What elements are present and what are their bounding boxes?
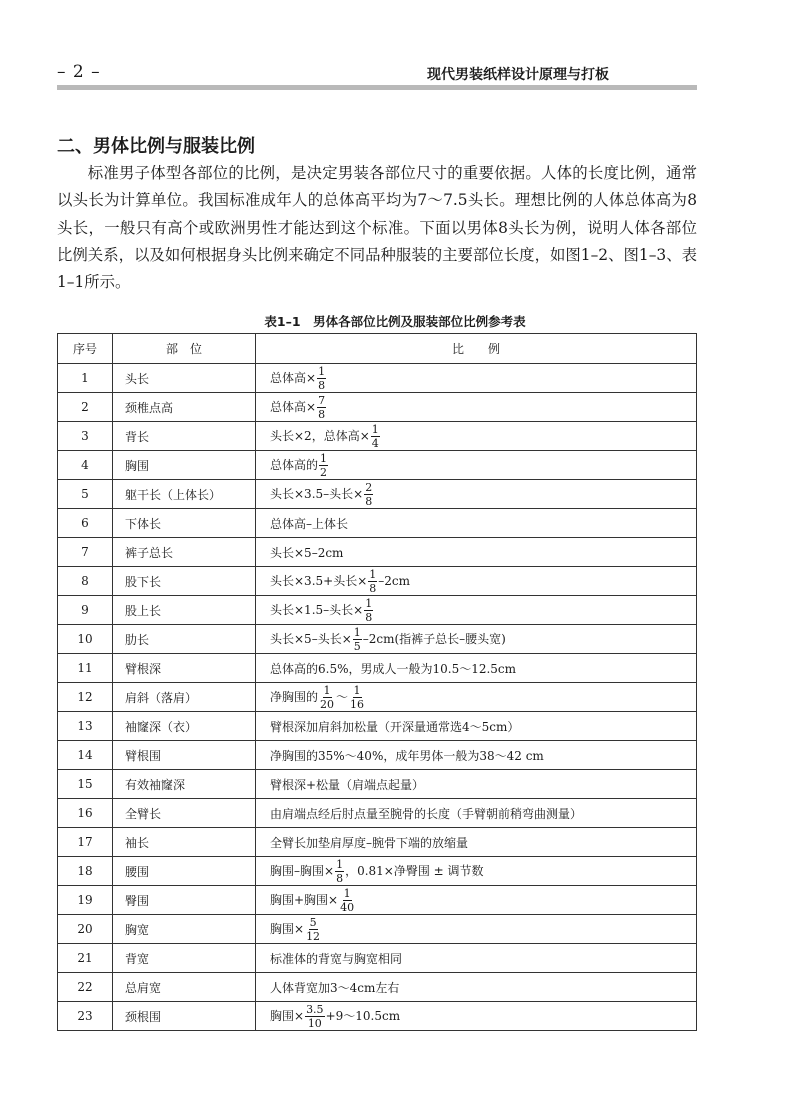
- ratio-text: 胸围×: [270, 1008, 305, 1023]
- ratio-text: 净胸围的: [270, 689, 319, 704]
- ratio-text: 全臂长加垫肩厚度–腕骨下端的放缩量: [270, 835, 469, 850]
- fraction: [335, 859, 344, 884]
- row-number: 22: [58, 973, 113, 1002]
- fraction: [305, 1004, 325, 1029]
- row-ratio: [256, 944, 697, 973]
- ratio-text: 胸围+胸围×: [270, 892, 339, 907]
- table-row: [58, 915, 697, 944]
- row-part: 颈根围: [113, 1002, 256, 1031]
- ratio-text: 头长×5–2cm: [270, 545, 344, 560]
- header-rule: [57, 85, 697, 90]
- ratio-text: 由肩端点经后肘点量至腕骨的长度（手臂朝前稍弯曲测量）: [270, 806, 583, 821]
- fraction: [368, 569, 377, 594]
- row-number: 6: [58, 509, 113, 538]
- table-caption: 表1–1 男体各部位比例及服装部位比例参考表: [264, 314, 526, 329]
- row-number: 21: [58, 944, 113, 973]
- ratio-text: –2cm(指裤子总长–腰头宽): [362, 631, 506, 646]
- row-number: 7: [58, 538, 113, 567]
- row-ratio: [256, 857, 697, 886]
- fraction: [364, 482, 373, 507]
- row-ratio: [256, 915, 697, 944]
- table-row: [58, 596, 697, 625]
- row-part: 腰围: [113, 857, 256, 886]
- row-number: 15: [58, 770, 113, 799]
- row-ratio: [256, 683, 697, 712]
- table-row: [58, 741, 697, 770]
- table-row: [58, 712, 697, 741]
- fraction-denominator: 5: [353, 639, 361, 653]
- row-part: 颈椎点高: [113, 393, 256, 422]
- table-row: [58, 973, 697, 1002]
- table-row: [58, 799, 697, 828]
- row-part: 裤子总长: [113, 538, 256, 567]
- fraction-denominator: 10: [307, 1016, 322, 1030]
- book-title: 现代男装纸样设计原理与打板: [427, 67, 609, 83]
- ratio-text: 总体高的6.5%，男成人一般为10.5～12.5cm: [270, 661, 517, 676]
- ratio-text: 胸围–胸围×: [270, 863, 335, 878]
- fraction: [317, 366, 326, 391]
- ratio-text: 头长×3.5+头长×: [270, 573, 368, 588]
- ratio-text: ～: [336, 689, 349, 704]
- row-number: 19: [58, 886, 113, 915]
- row-part: 臂根围: [113, 741, 256, 770]
- table-row: [58, 857, 697, 886]
- row-ratio: [256, 538, 697, 567]
- fraction: [353, 627, 362, 652]
- fraction-numerator: 2: [365, 480, 373, 494]
- fraction-denominator: 20: [320, 697, 335, 711]
- fraction-numerator: 1: [371, 422, 379, 436]
- ratio-text: 臂根深加肩斜加松量（开深量通常选4～5cm）: [270, 719, 520, 734]
- table-row: [58, 625, 697, 654]
- running-header: [57, 62, 697, 82]
- row-part: 全臂长: [113, 799, 256, 828]
- ratio-text: 总体高×: [270, 370, 317, 385]
- row-ratio: [256, 770, 697, 799]
- row-part: 袖窿深（衣）: [113, 712, 256, 741]
- body-paragraph: 标准男子体型各部位的比例，是决定男装各部位尺寸的重要依据。人体的长度比例，通常以头长为计算单位。我国标准成年人的总体高平均为7～7.5头长。理想比例的人体总体高为8头长，一般只有高个或欧洲男性才能达到这个标准。下面以男体8头长为例，说明人体各部位比例关系，以及如何根据身头比例来确定不同品种服装的主要部位长度，如图1–2、图1–3、表1–1所示。: [57, 164, 697, 292]
- fraction-denominator: 40: [340, 900, 355, 914]
- row-part: 股上长: [113, 596, 256, 625]
- row-part: 背长: [113, 422, 256, 451]
- ratio-text: 标准体的背宽与胸宽相同: [270, 951, 403, 966]
- fraction-denominator: 8: [318, 378, 326, 392]
- table-row: [58, 1002, 697, 1031]
- row-ratio: [256, 1002, 697, 1031]
- fraction: [305, 917, 321, 942]
- table-header-row: [58, 334, 697, 364]
- fraction-denominator: 8: [365, 610, 373, 624]
- row-ratio: [256, 625, 697, 654]
- table-row: [58, 944, 697, 973]
- ratio-text: 胸围×: [270, 921, 305, 936]
- ratio-text: 人体背宽加3～4cm左右: [270, 980, 400, 995]
- fraction-denominator: 16: [350, 697, 365, 711]
- ratio-text: 总体高×: [270, 399, 317, 414]
- fraction-numerator: 1: [343, 886, 351, 900]
- proportion-table: [57, 333, 697, 1031]
- row-part: 总肩宽: [113, 973, 256, 1002]
- fraction-numerator: 1: [369, 567, 377, 581]
- row-ratio: [256, 741, 697, 770]
- table-row: [58, 393, 697, 422]
- header-no: 序号: [58, 334, 113, 364]
- row-part: 头长: [113, 364, 256, 393]
- table-row: [58, 509, 697, 538]
- table-row: [58, 480, 697, 509]
- fraction-denominator: 8: [318, 407, 326, 421]
- ratio-text: –2cm: [378, 573, 410, 588]
- fraction-denominator: 2: [320, 465, 328, 479]
- row-ratio: [256, 799, 697, 828]
- fraction-denominator: 8: [369, 581, 377, 595]
- row-ratio: [256, 509, 697, 538]
- section-heading: 二、男体比例与服装比例: [57, 136, 255, 157]
- ratio-text: +9～10.5cm: [325, 1008, 401, 1023]
- row-number: 12: [58, 683, 113, 712]
- row-number: 5: [58, 480, 113, 509]
- row-part: 背宽: [113, 944, 256, 973]
- row-number: 20: [58, 915, 113, 944]
- ratio-text: 总体高的: [270, 457, 319, 472]
- table-row: [58, 422, 697, 451]
- row-number: 16: [58, 799, 113, 828]
- row-part: 肋长: [113, 625, 256, 654]
- row-number: 13: [58, 712, 113, 741]
- row-ratio: [256, 451, 697, 480]
- row-part: 臂根深: [113, 654, 256, 683]
- ratio-text: 总体高–上体长: [270, 516, 349, 531]
- row-ratio: [256, 393, 697, 422]
- ratio-text: ，0.81×净臀围 ± 调节数: [345, 863, 484, 878]
- row-part: 臀围: [113, 886, 256, 915]
- fraction-numerator: 1: [353, 683, 361, 697]
- row-number: 8: [58, 567, 113, 596]
- row-ratio: [256, 596, 697, 625]
- fraction: [317, 395, 326, 420]
- ratio-text: 头长×1.5–头长×: [270, 602, 364, 617]
- row-number: 18: [58, 857, 113, 886]
- ratio-text: 头长×5–头长×: [270, 631, 352, 646]
- fraction-numerator: 5: [309, 915, 317, 929]
- row-number: 23: [58, 1002, 113, 1031]
- row-ratio: [256, 364, 697, 393]
- row-number: 4: [58, 451, 113, 480]
- row-part: 袖长: [113, 828, 256, 857]
- header-part: 部 位: [113, 334, 256, 364]
- row-ratio: [256, 654, 697, 683]
- row-part: 肩斜（落肩）: [113, 683, 256, 712]
- row-number: 14: [58, 741, 113, 770]
- row-number: 9: [58, 596, 113, 625]
- table-row: [58, 364, 697, 393]
- ratio-text: 头长×2，总体高×: [270, 428, 370, 443]
- fraction-denominator: 8: [336, 871, 344, 885]
- fraction-numerator: 3.5: [306, 1002, 324, 1016]
- ratio-text: 头长×3.5–头长×: [270, 486, 364, 501]
- ratio-text: 臂根深+松量（肩端点起量）: [270, 777, 425, 792]
- fraction: [319, 685, 335, 710]
- fraction: [371, 424, 380, 449]
- row-part: 下体长: [113, 509, 256, 538]
- row-ratio: [256, 886, 697, 915]
- fraction-numerator: 7: [318, 393, 326, 407]
- row-number: 2: [58, 393, 113, 422]
- row-number: 11: [58, 654, 113, 683]
- fraction-numerator: 1: [323, 683, 331, 697]
- row-part: 股下长: [113, 567, 256, 596]
- row-part: 胸宽: [113, 915, 256, 944]
- row-ratio: [256, 712, 697, 741]
- table-row: [58, 770, 697, 799]
- table-row: [58, 683, 697, 712]
- row-part: 胸围: [113, 451, 256, 480]
- table-row: [58, 828, 697, 857]
- table-row: [58, 538, 697, 567]
- row-part: 躯干长（上体长）: [113, 480, 256, 509]
- ratio-text: 净胸围的35%～40%，成年男体一般为38～42 cm: [270, 748, 544, 763]
- fraction-numerator: 1: [320, 451, 328, 465]
- fraction: [349, 685, 365, 710]
- table-row: [58, 654, 697, 683]
- fraction-numerator: 1: [336, 857, 344, 871]
- row-number: 17: [58, 828, 113, 857]
- fraction-denominator: 12: [306, 929, 321, 943]
- fraction-denominator: 8: [365, 494, 373, 508]
- fraction: [339, 888, 355, 913]
- row-ratio: [256, 422, 697, 451]
- fraction-numerator: 1: [318, 364, 326, 378]
- table-row: [58, 567, 697, 596]
- row-part: 有效袖窿深: [113, 770, 256, 799]
- table-row: [58, 886, 697, 915]
- row-ratio: [256, 567, 697, 596]
- fraction: [319, 453, 328, 478]
- table-row: [58, 451, 697, 480]
- row-number: 1: [58, 364, 113, 393]
- row-ratio: [256, 828, 697, 857]
- page-number: – 2 –: [57, 62, 101, 82]
- fraction-numerator: 1: [365, 596, 373, 610]
- row-ratio: [256, 973, 697, 1002]
- fraction: [364, 598, 373, 623]
- row-ratio: [256, 480, 697, 509]
- header-ratio: 比 例: [256, 334, 697, 364]
- row-number: 10: [58, 625, 113, 654]
- row-number: 3: [58, 422, 113, 451]
- fraction-numerator: 1: [353, 625, 361, 639]
- fraction-denominator: 4: [371, 436, 379, 450]
